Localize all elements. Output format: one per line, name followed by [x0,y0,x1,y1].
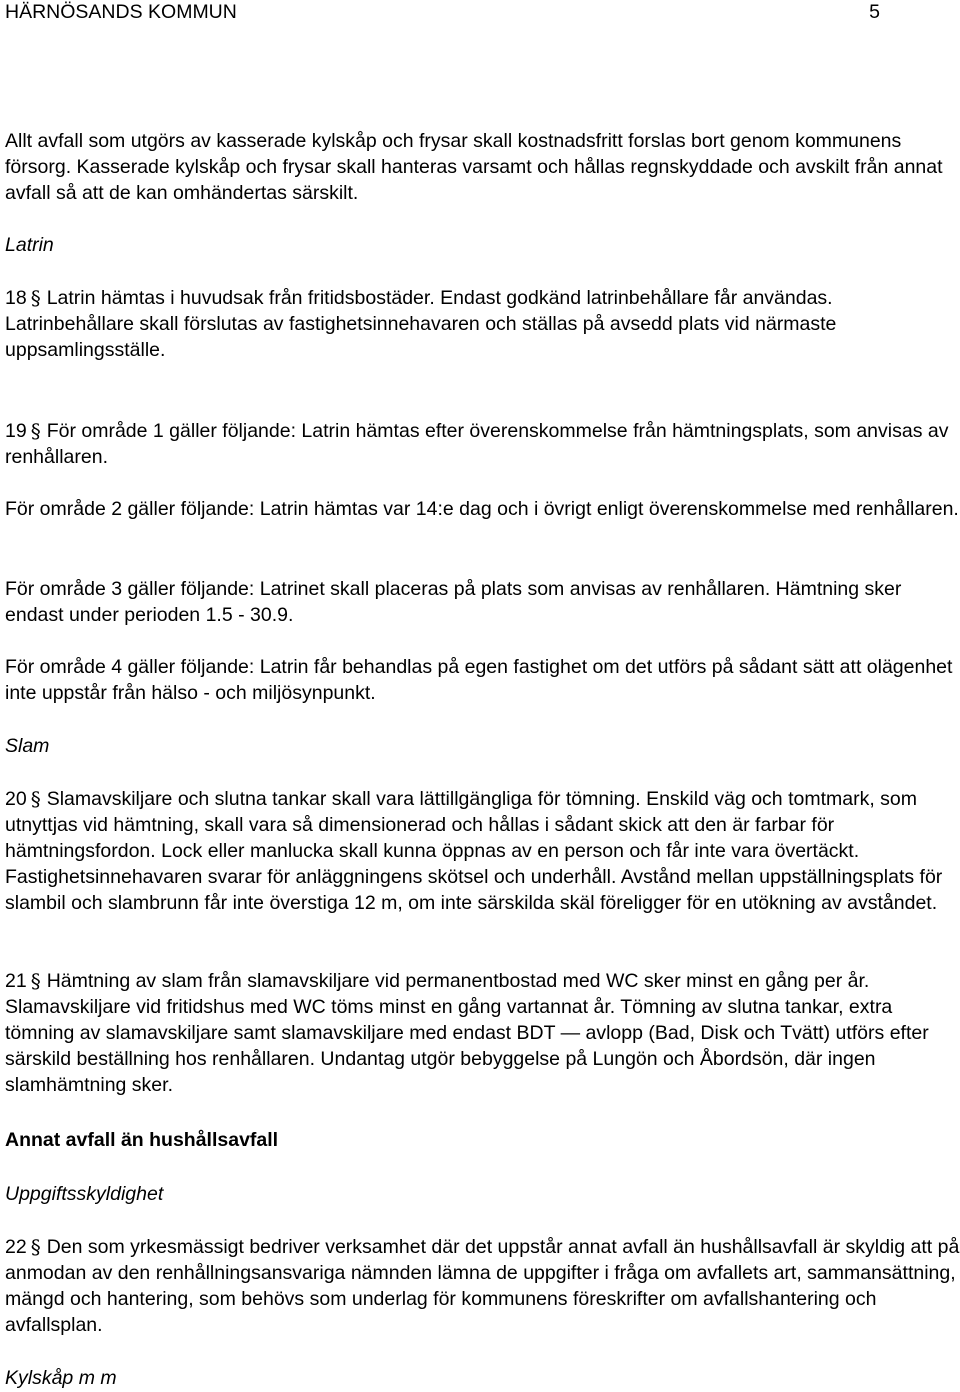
paragraph-text: Hämtning av slam från slamavskiljare vid permanentbostad med WC sker minst en gång per år. Slamavskiljare vid fritidshus med WC töms minst en gång vartannat år. Tömning av slutna tankar, extra tömning av slamavskiljare samt slamavskiljare med endast BDT — avlopp (Bad, Disk och Tvätt) utförs efter särskild beställning hos renhållaren. Undantag utgör bebyggelse på Lungön och Åbordsön, där ingen slamhämtning sker. [5,970,929,1096]
paragraph-19-area-3: För område 3 gäller följande: Latrinet skall placeras på plats som anvisas av renhållaren. Hämtning sker endast under perioden 1.5 - 30.9. [5,578,902,626]
paragraph-20 [5,786,960,916]
paragraph-18 [5,285,960,363]
paragraph-22 [5,1234,960,1338]
page-number: 5 [869,1,880,23]
section-sign: § [30,286,41,310]
paragraph-number: 22 [5,1236,27,1258]
paragraph-19 [5,418,960,470]
paragraph-19-area-4: För område 4 gäller följande: Latrin får behandlas på egen fastighet om det utförs på sådant sätt att olägenhet inte uppstår från hälso - och miljösynpunkt. [5,656,953,704]
paragraph-number: 20 [5,788,27,810]
heading-uppgiftsskyldighet: Uppgiftsskyldighet [5,1183,164,1205]
section-sign: § [30,1235,41,1259]
heading-kylskap: Kylskåp m m [5,1367,117,1389]
paragraph-19-area-2: För område 2 gäller följande: Latrin hämtas var 14:e dag och i övrigt enligt överenskommelse med renhållaren. [5,498,959,520]
paragraph-number: 19 [5,420,27,442]
section-sign: § [30,419,41,443]
section-sign: § [30,969,41,993]
paragraph-text: Latrin hämtas i huvudsak från fritidsbostäder. Endast godkänd latrinbehållare får användas. Latrinbehållare skall förslutas av fastighetsinnehavaren och ställas på avsedd plats vid närmaste uppsamlingsställe. [5,287,837,361]
heading-annat-avfall: Annat avfall än hushållsavfall [5,1129,279,1151]
paragraph-text: Slamavskiljare och slutna tankar skall vara lättillgängliga för tömning. Enskild väg och tomtmark, som utnyttjas vid hämtning, skall vara så dimensionerad och hållas i sådant skick att den är farbar för hämtningsfordon. Lock eller manlucka skall kunna öppnas av en person och får inte vara övertäckt. Fastighetsinnehavaren svarar för anläggningens skötsel och underhåll. Avstånd mellan uppställningsplats för slambil och slambrunn får inte överstiga 12 m, om inte särskilda skäl föreligger för en utökning av avståndet. [5,788,943,914]
paragraph-kylskap-text: Allt avfall som utgörs av kasserade kylskåp och frysar skall kostnadsfritt forslas bort genom kommunens försorg. Kasserade kylskåp och frysar skall hanteras varsamt och hållas regnskyddade och avskilt från annat avfall så att de kan omhändertas särskilt. [5,130,943,204]
paragraph-text: För område 1 gäller följande: Latrin hämtas efter överenskommelse från hämtningsplats, som anvisas av renhållaren. [5,420,949,468]
paragraph-text: Den som yrkesmässigt bedriver verksamhet där det uppstår annat avfall än hushållsavfall är skyldig att på anmodan av den renhållningsansvariga nämnden lämna de uppgifter i fråga om avfallets art, sammansättning, mängd och hantering, som behövs som underlag för kommunens föreskrifter om avfallshantering och avfallsplan. [5,1236,960,1336]
paragraph-21 [5,968,960,1098]
heading-latrin: Latrin [5,234,54,256]
heading-slam: Slam [5,735,50,757]
paragraph-number: 18 [5,287,27,309]
municipality-name: HÄRNÖSANDS KOMMUN [5,1,237,23]
paragraph-number: 21 [5,970,27,992]
section-sign: § [30,787,41,811]
page-header [5,0,955,25]
